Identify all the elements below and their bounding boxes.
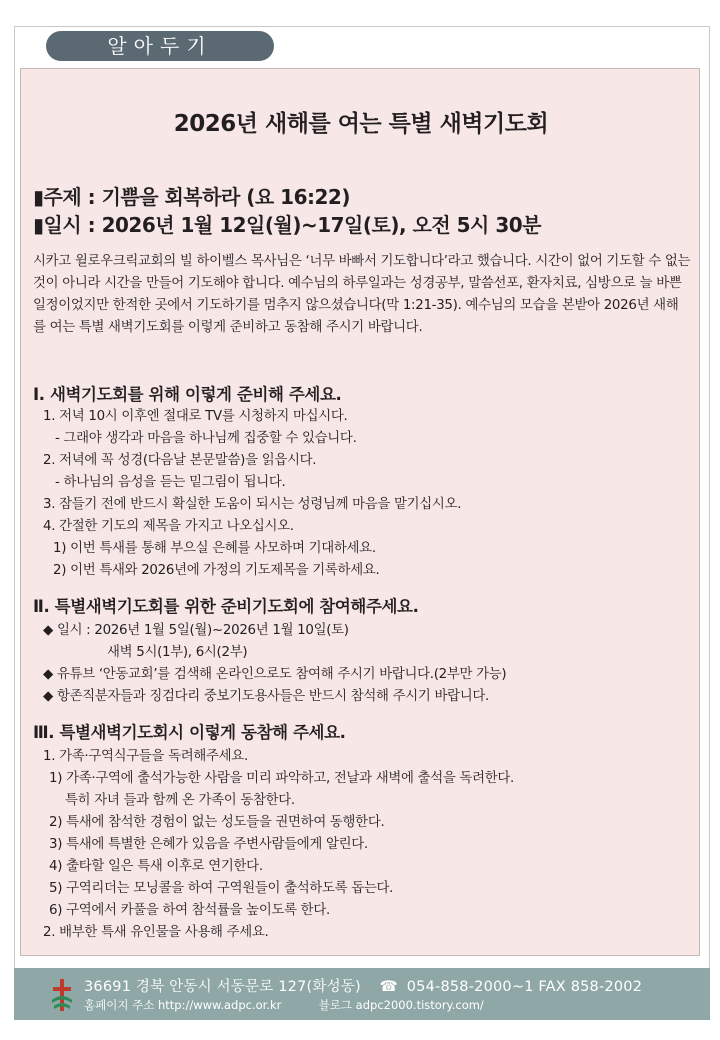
schedule-line: ▮일시 : 2026년 1월 12일(월)~17일(토), 오전 5시 30분 [33, 213, 541, 237]
footer-web-line [84, 997, 484, 1013]
list-item: ◆ 유튜브 ‘안동교회’를 검색해 온라인으로도 참여해 주시기 바랍니다.(2부만 가능) [43, 667, 507, 682]
page-title: 2026년 새해를 여는 특별 새벽기도회 [173, 111, 549, 137]
telephone-icon: ☎ [379, 979, 398, 995]
list-item: 2. 배부한 특새 유인물을 사용해 주세요. [43, 925, 269, 940]
list-item: 3) 특새에 특별한 은혜가 있음을 주변사람들에게 알린다. [49, 837, 368, 852]
list-item: 2) 특새에 참석한 경험이 없는 성도들을 권면하여 동행한다. [49, 815, 385, 830]
notice-panel [20, 68, 700, 956]
footer-contact-line [84, 975, 642, 996]
footer-phone: 054-858-2000~1 FAX 858-2002 [406, 979, 643, 995]
footer-blog[interactable]: 블로그 adpc2000.tistory.com/ [318, 998, 484, 1012]
list-item: 1) 가족·구역에 출석가능한 사람을 미리 파악하고, 전날과 새벽에 출석을 독려한다. [49, 771, 514, 786]
list-item: 2) 이번 특새와 2026년에 가정의 기도제목을 기록하세요. [53, 563, 380, 578]
list-item: 1. 가족·구역식구들을 독려해주세요. [43, 749, 248, 764]
list-item: ◆ 일시 : 2026년 1월 5일(월)~2026년 1월 10일(토) [43, 623, 349, 638]
list-item: 1) 이번 특새를 통해 부으실 은혜를 사모하며 기대하세요. [53, 541, 376, 556]
list-item: 특히 자녀 들과 함께 온 가족이 동참한다. [65, 793, 295, 808]
list-item: 3. 잠들기 전에 반드시 확실한 도움이 되시는 성령님께 마음을 맡기십시오. [43, 497, 462, 512]
footer-address: 36691 경북 안동시 서동문로 127(화성동) [84, 979, 361, 995]
church-cross-logo-icon [50, 978, 74, 1012]
list-item: - 그래야 생각과 마음을 하나님께 집중할 수 있습니다. [55, 431, 357, 446]
list-item: - 하나님의 음성을 듣는 밑그림이 됩니다. [55, 475, 286, 490]
intro-paragraph: 시카고 윌로우크릭교회의 빌 하이벨스 목사님은 ‘너무 바빠서 기도합니다’라고 했습니다. 시간이 없어 기도할 수 없는 것이 아니라 시간을 만들어 기도해야 합니다. 예수님의 하루일과는 성경공부, 말씀선포, 환자치료, 심방으로 늘 바쁜 일정이었지만 한적한 곳에서 기도하기를 멈추지 않으셨습니다(막 1:21-35). 예수님의 모습을 본받아 2026년 새해를 여는 특별 새벽기도회를 이렇게 준비하고 동참해 주시기 바랍니다. [33, 254, 691, 335]
section-3-heading: Ⅲ. 특별새벽기도회시 이렇게 동참해 주세요. [33, 723, 346, 742]
footer [14, 968, 710, 1020]
section-2-heading: Ⅱ. 특별새벽기도회를 위한 준비기도회에 참여해주세요. [33, 597, 419, 616]
footer-homepage[interactable]: 홈페이지 주소 http://www.adpc.or.kr [84, 998, 282, 1012]
theme-line: ▮주제 : 기쁨을 회복하라 (요 16:22) [33, 185, 350, 209]
list-item: 6) 구역에서 카풀을 하여 참석률을 높이도록 한다. [49, 903, 330, 918]
list-item: 4) 출타할 일은 특새 이후로 연기한다. [49, 859, 263, 874]
list-item: ◆ 항존직분자들과 징검다리 중보기도용사들은 반드시 참석해 주시기 바랍니다. [43, 689, 489, 704]
list-item: 2. 저녁에 꼭 성경(다음날 본문말씀)을 읽읍시다. [43, 453, 317, 468]
list-item: 5) 구역리더는 모닝콜을 하여 구역원들이 출석하도록 돕는다. [49, 881, 394, 896]
notice-tab-label: 알아두기 [46, 31, 274, 61]
list-item: 4. 간절한 기도의 제목을 가지고 나오십시오. [43, 519, 294, 534]
list-item: 새벽 5시(1부), 6시(2부) [107, 645, 248, 660]
list-item: 1. 저녁 10시 이후엔 절대로 TV를 시청하지 마십시다. [43, 409, 348, 424]
section-1-heading: Ⅰ. 새벽기도회를 위해 이렇게 준비해 주세요. [33, 385, 342, 404]
